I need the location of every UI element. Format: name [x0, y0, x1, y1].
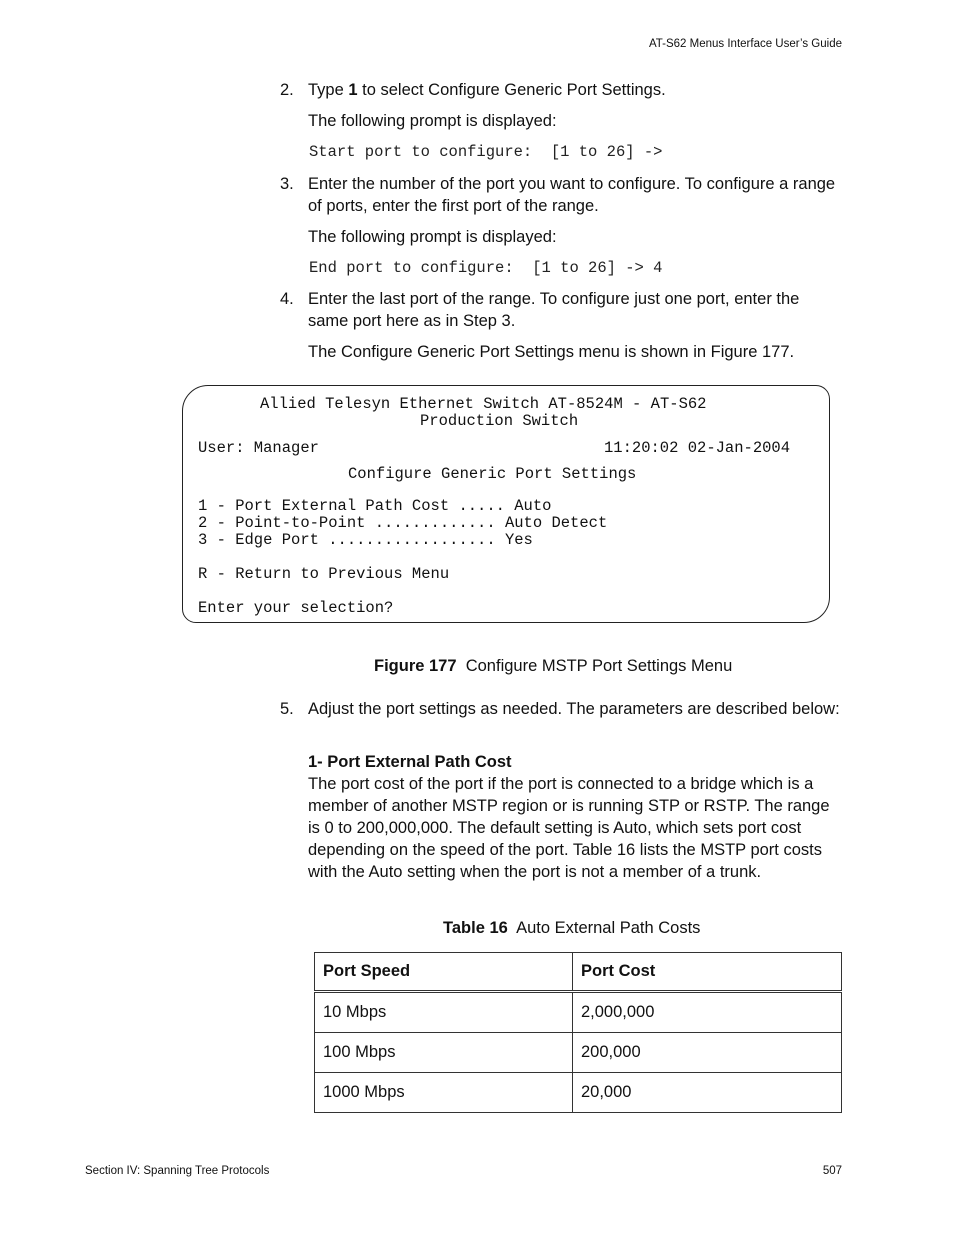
step-4: [280, 288, 840, 332]
screen-title-line1: Allied Telesyn Ethernet Switch AT-8524M - AT-S62: [260, 395, 707, 413]
screen-title-line2: Production Switch: [420, 412, 579, 430]
table-cell: 10 Mbps: [315, 992, 573, 1033]
table-caption: [443, 919, 700, 938]
step-number: 2.: [280, 81, 294, 99]
step-number: 5.: [280, 700, 294, 718]
param-heading: 1- Port External Path Cost: [308, 753, 512, 771]
column-header: Port Cost: [573, 953, 842, 992]
footer-section: Section IV: Spanning Tree Protocols: [85, 1165, 270, 1177]
screen-prompt: Enter your selection?: [198, 599, 394, 617]
step-text: Enter the last port of the range. To configure just one port, enter the same port here as in Step 3.: [308, 290, 800, 330]
step-5: [280, 698, 840, 720]
screen-menu-item-1: 1 - Port External Path Cost ..... Auto: [198, 497, 552, 515]
running-header: AT-S62 Menus Interface User’s Guide: [648, 38, 842, 50]
table-header-row: [315, 953, 842, 992]
prompt-label: The following prompt is displayed:: [308, 228, 557, 246]
path-cost-table: [314, 952, 842, 1113]
step-text: to select Configure Generic Port Settings.: [357, 81, 666, 99]
screen-menu-title: Configure Generic Port Settings: [348, 465, 637, 483]
figure-title: Configure MSTP Port Settings Menu: [465, 657, 733, 675]
step-number: 4.: [280, 290, 294, 308]
step-number: 3.: [280, 175, 294, 193]
table-cell: 200,000: [573, 1033, 842, 1073]
table-title: Auto External Path Costs: [516, 919, 701, 937]
screen-datetime: 11:20:02 02-Jan-2004: [604, 439, 791, 457]
param-description: [308, 751, 842, 883]
step-text: Type: [308, 81, 349, 99]
screen-menu-item-3: 3 - Edge Port .................. Yes: [198, 531, 533, 549]
table-row: [315, 1073, 842, 1113]
table-row: [315, 1033, 842, 1073]
figure-label: Figure 177: [374, 657, 457, 675]
table-cell: 100 Mbps: [315, 1033, 573, 1073]
table-label: Table 16: [443, 919, 508, 937]
table-cell: 1000 Mbps: [315, 1073, 573, 1113]
screen-return-item: R - Return to Previous Menu: [198, 565, 450, 583]
table-cell: 20,000: [573, 1073, 842, 1113]
figure-caption: [374, 657, 732, 676]
step-text: Enter the number of the port you want to configure. To configure a range of ports, enter the first port of the range.: [308, 175, 836, 215]
step-text: Adjust the port settings as needed. The parameters are described below:: [308, 700, 840, 718]
step-3: [280, 173, 840, 217]
menu-intro: The Configure Generic Port Settings menu is shown in Figure 177.: [308, 343, 795, 361]
table-row: [315, 992, 842, 1033]
screen-user: User: Manager: [198, 439, 319, 457]
table-cell: 2,000,000: [573, 992, 842, 1033]
prompt-code: End port to configure: [1 to 26] -> 4: [309, 259, 663, 277]
prompt-label: The following prompt is displayed:: [308, 112, 557, 130]
step-2: [280, 79, 840, 101]
page-number: 507: [822, 1165, 842, 1177]
column-header: Port Speed: [315, 953, 573, 992]
prompt-code: Start port to configure: [1 to 26] ->: [309, 143, 663, 161]
param-body: The port cost of the port if the port is connected to a bridge which is a member of another MSTP region or is running STP or RSTP. The range is 0 to 200,000,000. The default setting is Auto, which sets port cost depending on the speed of the port. Table 16 lists the MSTP port costs with the Auto setting when the port is not a member of a trunk.: [308, 775, 830, 881]
step-key: 1: [348, 81, 358, 99]
screen-menu-item-2: 2 - Point-to-Point ............. Auto Detect: [198, 514, 608, 532]
